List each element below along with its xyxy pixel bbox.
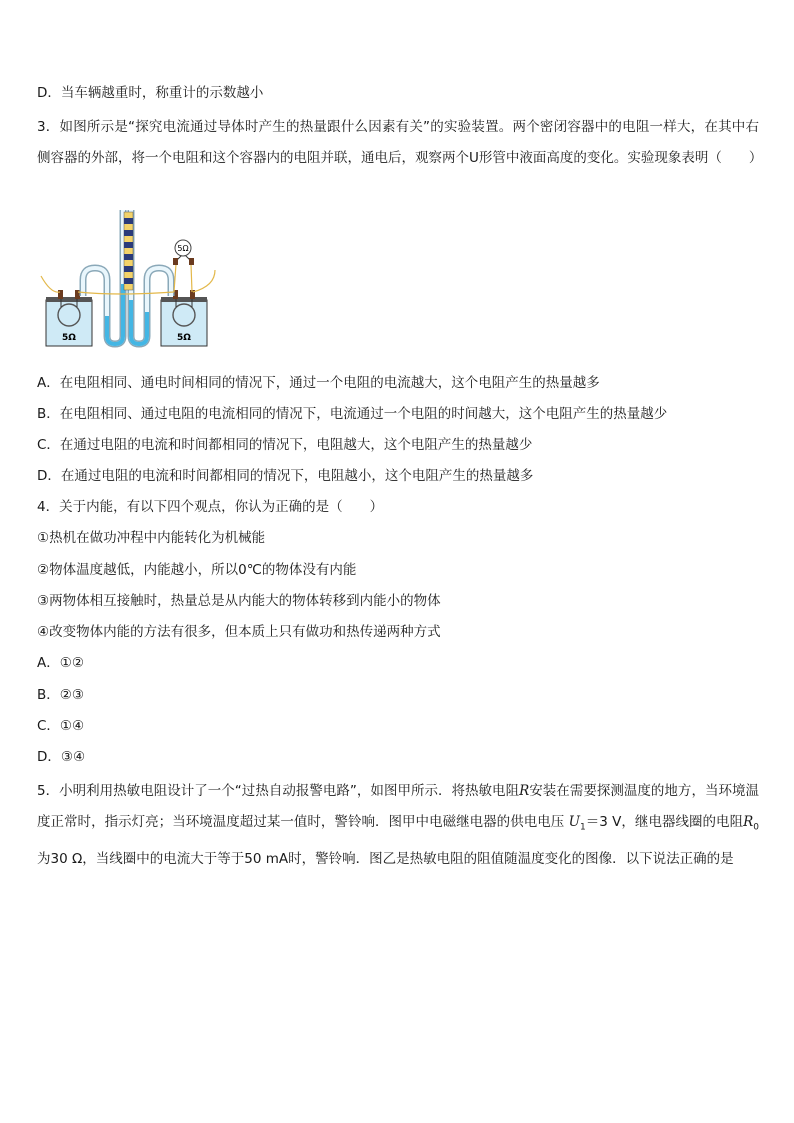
right-resistor-label: 5Ω — [177, 333, 191, 343]
left-resistor-label: 5Ω — [62, 333, 76, 343]
q3-option-b: B．在电阻相同、通过电阻的电流相同的情况下，电流通过一个电阻的时间越大，这个电阻产生的热量越少 — [37, 406, 668, 422]
q5-text-2: 安装在需要探测温度的地方，当环境温度正常时，指示灯亮；当环境温度超过某一值时，警铃响．图甲中电磁继电器的供电电压 — [37, 783, 760, 830]
q3-stem: 3．如图所示是“探究电流通过导体时产生的热量跟什么因素有关”的实验装置。两个密闭容器中的电阻一样大，在其中右侧容器的外部，将一个电阻和这个容器内的电阻并联，通电后，观察两个U形管中液面高度的变化。实验现象表明（ ） — [37, 119, 763, 166]
q5-r0-symbol: R — [743, 814, 754, 830]
joule-heating-apparatus-figure — [37, 204, 222, 350]
q4-option-c: C．①④ — [37, 718, 85, 734]
right-container — [161, 290, 207, 346]
q4-statement-3: ③两物体相互接触时，热量总是从内能大的物体转移到内能小的物体 — [37, 593, 441, 609]
q4-statement-1: ①热机在做功冲程中内能转化为机械能 — [37, 530, 266, 546]
q5-u-symbol: U — [568, 814, 580, 830]
q3-option-a: A．在电阻相同、通电时间相同的情况下，通过一个电阻的电流越大，这个电阻产生的热量越多 — [37, 375, 600, 391]
q4-option-d: D．③④ — [37, 749, 86, 765]
q3-option-d: D．在通过电阻的电流和时间都相同的情况下，电阻越小，这个电阻产生的热量越多 — [37, 468, 534, 484]
left-container — [46, 290, 92, 346]
q4-statement-2: ②物体温度越低，内能越小，所以0℃的物体没有内能 — [37, 562, 357, 578]
q5-r0-subscript: 0 — [753, 822, 759, 833]
q4-stem: 4．关于内能，有以下四个观点，你认为正确的是（ ） — [37, 499, 384, 515]
q4-option-b: B．②③ — [37, 687, 84, 703]
q5-r-symbol: R — [519, 783, 530, 799]
q5-text-4: 为30 Ω，当线圈中的电流大于等于50 mA时，警铃响．图乙是热敏电阻的阻值随温度变化的图像．以下说法正确的是 — [37, 850, 734, 867]
q5-text-1: 5．小明利用热敏电阻设计了一个“过热自动报警电路”，如图甲所示．将热敏电阻 — [37, 783, 520, 799]
external-resistor-label: 5Ω — [177, 244, 189, 253]
q4-statement-4: ④改变物体内能的方法有很多，但本质上只有做功和热传递两种方式 — [37, 624, 441, 640]
scale-ruler — [124, 212, 133, 290]
q5-text-3: ＝3 V，继电器线圈的电阻 — [585, 814, 744, 830]
q3-option-c: C．在通过电阻的电流和时间都相同的情况下，电阻越大，这个电阻产生的热量越少 — [37, 437, 533, 453]
q5-u-subscript: 1 — [579, 822, 586, 833]
external-resistor — [173, 240, 194, 265]
q2-option-d: D．当车辆越重时，称重计的示数越小 — [37, 85, 264, 101]
q4-option-a: A．①② — [37, 655, 84, 671]
q5-stem — [37, 776, 759, 875]
